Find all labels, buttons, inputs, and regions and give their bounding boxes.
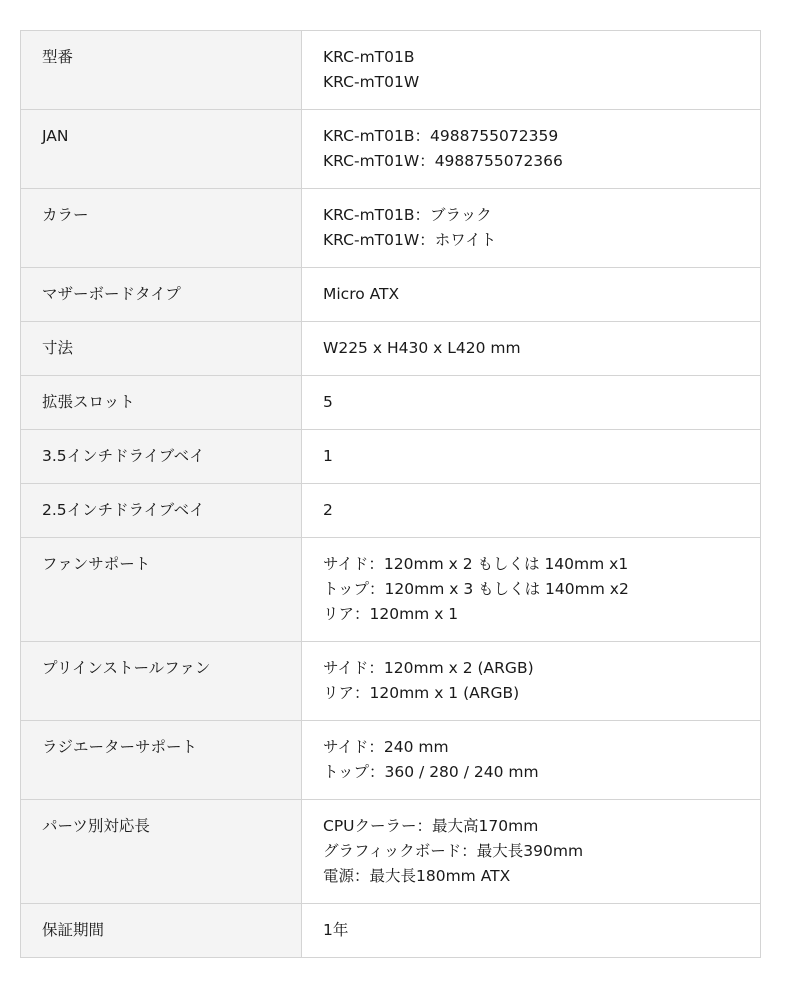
spec-table <box>20 30 761 958</box>
spec-row-component-clearance <box>21 800 761 904</box>
spec-row-model <box>21 31 761 110</box>
spec-row-color <box>21 189 761 268</box>
spec-label: パーツ別対応長 <box>42 817 150 835</box>
spec-value-line: CPUクーラー：最大高170mm <box>323 817 539 835</box>
spec-row-35-bay <box>21 430 761 484</box>
spec-value-cell <box>302 31 761 110</box>
spec-row-jan <box>21 110 761 189</box>
spec-row-dimensions <box>21 322 761 376</box>
spec-label: ファンサポート <box>42 555 151 573</box>
spec-label: マザーボードタイプ <box>42 285 181 303</box>
spec-label-cell <box>21 189 302 268</box>
spec-value-cell <box>302 110 761 189</box>
spec-label: ラジエーターサポート <box>42 738 198 756</box>
spec-label-cell <box>21 322 302 376</box>
spec-label: 拡張スロット <box>42 393 135 411</box>
spec-row-25-bay <box>21 484 761 538</box>
spec-label: 寸法 <box>42 339 74 357</box>
spec-value-line: 電源：最大長180mm ATX <box>323 867 511 885</box>
spec-value-cell <box>302 430 761 484</box>
spec-value-line: リア：120mm x 1 (ARGB) <box>323 684 520 702</box>
spec-value-line: KRC-mT01B：4988755072359 <box>323 127 559 145</box>
spec-label: 3.5インチドライブベイ <box>42 447 205 465</box>
spec-label: 2.5インチドライブベイ <box>42 501 205 519</box>
spec-label-cell <box>21 31 302 110</box>
spec-value-cell <box>302 484 761 538</box>
spec-value-cell <box>302 904 761 958</box>
spec-value-cell <box>302 189 761 268</box>
spec-value-cell <box>302 538 761 642</box>
spec-value-cell <box>302 268 761 322</box>
spec-row-expansion-slots <box>21 376 761 430</box>
spec-value-line: KRC-mT01W：4988755072366 <box>323 152 563 170</box>
spec-row-preinstalled-fans <box>21 642 761 721</box>
spec-value-line: サイド：120mm x 2 (ARGB) <box>323 659 534 677</box>
spec-value-line: KRC-mT01W <box>323 73 420 91</box>
spec-value-line: 2 <box>323 501 333 519</box>
spec-value-line: 1年 <box>323 921 349 939</box>
spec-value-line: 5 <box>323 393 333 411</box>
spec-label-cell <box>21 800 302 904</box>
spec-label: 型番 <box>42 48 74 66</box>
spec-value-line: KRC-mT01B：ブラック <box>323 206 492 224</box>
spec-row-warranty <box>21 904 761 958</box>
spec-value-line: トップ：360 / 280 / 240 mm <box>323 763 539 781</box>
spec-label: JAN <box>42 127 69 145</box>
spec-value-cell <box>302 721 761 800</box>
spec-row-radiator-support <box>21 721 761 800</box>
spec-value-cell <box>302 642 761 721</box>
spec-value-cell <box>302 322 761 376</box>
spec-value-line: Micro ATX <box>323 285 400 303</box>
spec-label-cell <box>21 484 302 538</box>
spec-value-cell <box>302 376 761 430</box>
spec-label-cell <box>21 642 302 721</box>
spec-label-cell <box>21 110 302 189</box>
spec-value-line: 1 <box>323 447 333 465</box>
spec-label-cell <box>21 538 302 642</box>
spec-row-motherboard <box>21 268 761 322</box>
spec-value-line: サイド：240 mm <box>323 738 449 756</box>
spec-value-line: リア：120mm x 1 <box>323 605 459 623</box>
spec-label: カラー <box>42 206 89 224</box>
spec-row-fan-support <box>21 538 761 642</box>
spec-label-cell <box>21 376 302 430</box>
spec-label-cell <box>21 430 302 484</box>
spec-label: プリインストールファン <box>42 659 211 677</box>
spec-label: 保証期間 <box>42 921 105 939</box>
spec-label-cell <box>21 721 302 800</box>
spec-value-line: KRC-mT01B <box>323 48 415 66</box>
spec-value-cell <box>302 800 761 904</box>
spec-value-line: グラフィックボード：最大長390mm <box>323 842 584 860</box>
spec-value-line: KRC-mT01W：ホワイト <box>323 231 497 249</box>
spec-label-cell <box>21 904 302 958</box>
spec-value-line: W225 x H430 x L420 mm <box>323 339 521 357</box>
spec-value-line: トップ：120mm x 3 もしくは 140mm x2 <box>323 580 629 598</box>
spec-value-line: サイド：120mm x 2 もしくは 140mm x1 <box>323 555 629 573</box>
spec-label-cell <box>21 268 302 322</box>
